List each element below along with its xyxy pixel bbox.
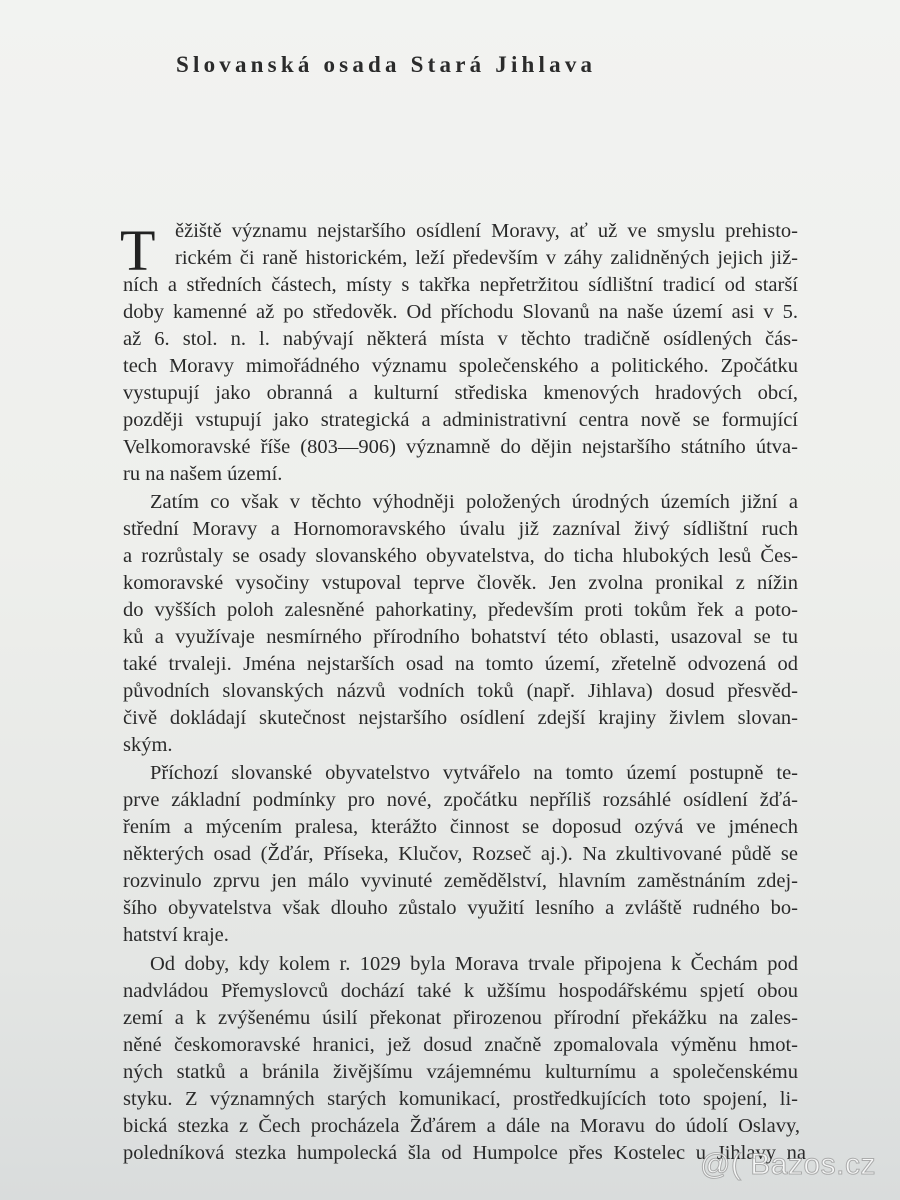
text-line: prve základní podmínky pro nové, zpočátku nepříliš rozsáhlé osídlení žďá- <box>123 789 798 811</box>
text-line: hatství kraje. <box>123 924 229 946</box>
text-line: rickém či raně historickém, leží především v záhy zalidněných jejich již- <box>175 247 798 269</box>
text-line: bická stezka z Čech procházela Žďárem a dále na Moravu do údolí Oslavy, <box>123 1115 800 1137</box>
text-line: původních slovanských názvů vodních toků (např. Jihlava) dosud přesvěd- <box>123 680 798 702</box>
text-line: poledníková stezka humpolecká šla od Humpolce přes Kostelec u Jihlavy na <box>123 1142 806 1164</box>
text-line: ných statků a bránila živějšímu vzájemnému kulturnímu a společenskému <box>123 1061 798 1083</box>
text-line: Příchozí slovanské obyvatelstvo vytvářelo na tomto území postupně te- <box>150 762 798 784</box>
text-line: některých osad (Žďár, Příseka, Klučov, Rozseč aj.). Na zkultivované půdě se <box>123 843 798 865</box>
text-line: tech Moravy mimořádného významu společenského a politického. Zpočátku <box>123 355 798 377</box>
text-line: vystupují jako obranná a kulturní střediska kmenových hradových obcí, <box>123 382 798 404</box>
text-line: něné českomoravské hranici, jež dosud značně zpomalovala výměnu hmot- <box>123 1034 798 1056</box>
text-line: také trvaleji. Jména nejstarších osad na tomto území, zřetelně odvozená od <box>123 653 798 675</box>
text-line: rozvinulo zprvu jen málo vyvinuté zemědělství, hlavním zaměstnáním zdej- <box>123 870 798 892</box>
text-line: a rozrůstaly se osady slovanského obyvatelstva, do ticha hlubokých lesů Čes- <box>123 545 798 567</box>
text-line: zemí a k zvýšenému úsilí překonat přirozenou přírodní překážku na zales- <box>123 1007 798 1029</box>
chapter-title: Slovanská osada Stará Jihlava <box>176 52 597 77</box>
text-line: komoravské vysočiny vstupoval teprve člověk. Jen zvolna pronikal z nížin <box>123 572 798 594</box>
text-line: do vyšších poloh zalesněné pahorkatiny, především proti tokům řek a poto- <box>123 599 798 621</box>
text-line: ěžiště významu nejstaršího osídlení Moravy, ať už ve smyslu prehisto- <box>175 220 798 242</box>
text-line: Zatím co však v těchto výhodněji položených úrodných územích jižní a <box>150 491 798 513</box>
text-line: styku. Z významných starých komunikací, prostředkujících toto spojení, li- <box>123 1088 798 1110</box>
drop-cap: T <box>120 218 156 283</box>
text-line: později vstupují jako strategická a administrativní centra nově se formující <box>123 409 798 431</box>
text-line: střední Moravy a Hornomoravského úvalu již zazníval živý sídlištní ruch <box>123 518 798 540</box>
text-line: ru na našem území. <box>123 463 283 485</box>
text-line: ků a využívaje nesmírného přírodního bohatství této oblasti, usazoval se tu <box>123 626 798 648</box>
text-line: ních a středních částech, místy s takřka nepřetržitou sídlištní tradicí od starší <box>123 274 798 296</box>
text-line: Od doby, kdy kolem r. 1029 byla Morava trvale připojena k Čechám pod <box>150 953 798 975</box>
text-line: Velkomoravské říše (803—906) významně do dějin nejstaršího státního útva- <box>123 436 798 458</box>
text-line: řením a mýcením pralesa, kterážto činnost se doposud ozývá ve jménech <box>123 816 798 838</box>
text-line: až 6. stol. n. l. nabývají některá místa v těchto tradičně osídlených čás- <box>123 328 798 350</box>
text-line: šího obyvatelstva však dlouho zůstalo využití lesního a zvláště rudného bo- <box>123 897 798 919</box>
text-line: čivě dokládají skutečnost nejstaršího osídlení zdejší krajiny živlem slovan- <box>123 707 798 729</box>
text-line: nadvládou Přemyslovců dochází také k užšímu hospodářskému spjetí obou <box>123 980 798 1002</box>
watermark-logo: @( Bazos.cz <box>700 1148 876 1181</box>
text-line: doby kamenné až po středověk. Od příchodu Slovanů na naše území asi v 5. <box>123 301 798 323</box>
text-line: ským. <box>123 734 173 756</box>
